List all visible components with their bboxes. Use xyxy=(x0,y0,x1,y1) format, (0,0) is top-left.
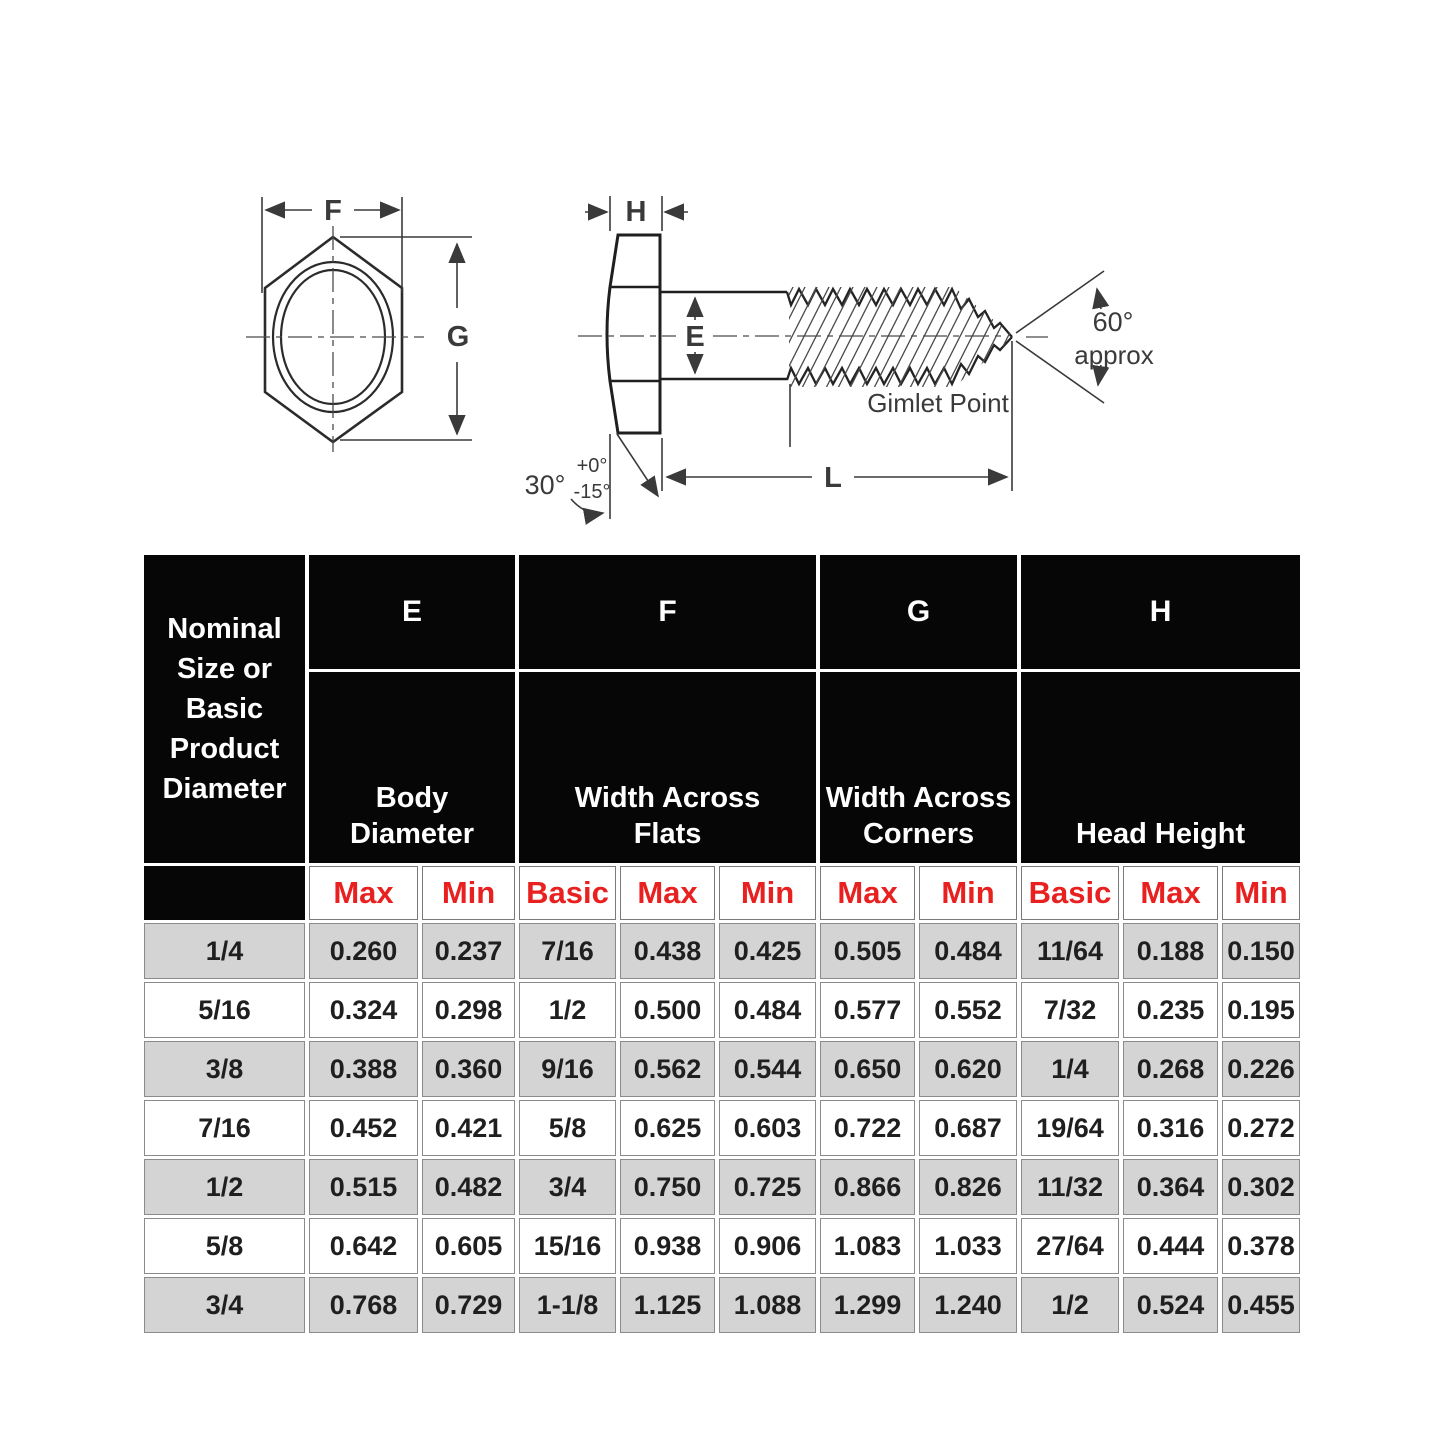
dim-label-l: L xyxy=(824,462,842,494)
table-cell: 0.421 xyxy=(422,1100,515,1156)
table-cell: 0.150 xyxy=(1222,923,1300,979)
subheader-f-min: Min xyxy=(719,866,816,920)
table-cell: 0.388 xyxy=(309,1041,418,1097)
table-cell: 0.298 xyxy=(422,982,515,1038)
table-cell: 0.620 xyxy=(919,1041,1017,1097)
table-cell: 1/4 xyxy=(1021,1041,1119,1097)
point-angle-label: 60° xyxy=(1092,307,1134,337)
subheader-f-max: Max xyxy=(620,866,715,920)
table-cell: 0.866 xyxy=(820,1159,915,1215)
corner-spacer-cell xyxy=(144,866,305,920)
table-cell: 0.484 xyxy=(719,982,816,1038)
table-cell: 0.455 xyxy=(1222,1277,1300,1333)
table-cell: 1.299 xyxy=(820,1277,915,1333)
table-cell: 5/16 xyxy=(144,982,305,1038)
table-cell: 0.505 xyxy=(820,923,915,979)
table-cell: 0.237 xyxy=(422,923,515,979)
col-group-g-name-text: Width Across Corners xyxy=(825,781,1012,850)
table-row xyxy=(144,982,1300,1038)
table-cell: 0.195 xyxy=(1222,982,1300,1038)
col-group-e-name-text: Body Diameter xyxy=(349,781,475,850)
subheader-e-min: Min xyxy=(422,866,515,920)
table-row xyxy=(144,1218,1300,1274)
table-cell: 11/64 xyxy=(1021,923,1119,979)
col-group-h-name xyxy=(1021,672,1300,863)
lag-screw-spec-table xyxy=(140,552,1304,1336)
table-cell: 0.188 xyxy=(1123,923,1218,979)
col-group-h-letter: H xyxy=(1021,555,1300,669)
col-group-g-letter: G xyxy=(820,555,1017,669)
table-cell: 0.938 xyxy=(620,1218,715,1274)
subheader-g-max: Max xyxy=(820,866,915,920)
group-name-row xyxy=(144,672,1300,863)
table-cell: 1-1/8 xyxy=(519,1277,616,1333)
dim-label-h: H xyxy=(625,196,647,228)
subheader-f-basic: Basic xyxy=(519,866,616,920)
col-group-f-name xyxy=(519,672,816,863)
table-cell: 0.452 xyxy=(309,1100,418,1156)
table-row xyxy=(144,1041,1300,1097)
table-cell: 3/4 xyxy=(144,1277,305,1333)
table-cell: 1.083 xyxy=(820,1218,915,1274)
table-cell: 0.226 xyxy=(1222,1041,1300,1097)
table-cell: 0.482 xyxy=(422,1159,515,1215)
table-cell: 0.444 xyxy=(1123,1218,1218,1274)
side-view-head xyxy=(607,235,660,433)
table-cell: 0.906 xyxy=(719,1218,816,1274)
hex-head-profile xyxy=(607,235,660,433)
table-cell: 0.750 xyxy=(620,1159,715,1215)
table-cell: 0.235 xyxy=(1123,982,1218,1038)
table-cell: 0.625 xyxy=(620,1100,715,1156)
table-cell: 1/2 xyxy=(144,1159,305,1215)
table-cell: 0.438 xyxy=(620,923,715,979)
table-cell: 0.687 xyxy=(919,1100,1017,1156)
subheader-row xyxy=(144,866,1300,920)
table-cell: 9/16 xyxy=(519,1041,616,1097)
table-cell: 0.768 xyxy=(309,1277,418,1333)
table-cell: 0.826 xyxy=(919,1159,1017,1215)
gimlet-point-label: Gimlet Point xyxy=(867,388,1009,418)
table-cell: 0.484 xyxy=(919,923,1017,979)
subheader-h-min: Min xyxy=(1222,866,1300,920)
table-cell: 1.033 xyxy=(919,1218,1017,1274)
side-view-centerline xyxy=(578,336,1048,337)
table-cell: 0.302 xyxy=(1222,1159,1300,1215)
col-group-e-name xyxy=(309,672,515,863)
table-cell: 7/16 xyxy=(144,1100,305,1156)
table-cell: 0.642 xyxy=(309,1218,418,1274)
table-cell: 0.378 xyxy=(1222,1218,1300,1274)
subheader-h-max: Max xyxy=(1123,866,1218,920)
table-row xyxy=(144,923,1300,979)
table-cell: 0.722 xyxy=(820,1100,915,1156)
col-group-f-name-text: Width Across Flats xyxy=(574,781,761,850)
table-cell: 0.360 xyxy=(422,1041,515,1097)
table-cell: 15/16 xyxy=(519,1218,616,1274)
table-cell: 0.324 xyxy=(309,982,418,1038)
table-cell: 5/8 xyxy=(144,1218,305,1274)
table-row xyxy=(144,1277,1300,1333)
corner-header-text: Nominal Size or Basic Product Diameter xyxy=(162,612,287,806)
lag-screw-dimension-diagram xyxy=(0,0,1445,552)
col-group-g-name xyxy=(820,672,1017,863)
table-cell: 0.605 xyxy=(422,1218,515,1274)
table-cell: 27/64 xyxy=(1021,1218,1119,1274)
table-cell: 11/32 xyxy=(1021,1159,1119,1215)
col-group-f-letter: F xyxy=(519,555,816,669)
table-row xyxy=(144,1159,1300,1215)
table-cell: 0.515 xyxy=(309,1159,418,1215)
table-cell: 0.552 xyxy=(919,982,1017,1038)
table-cell: 1/4 xyxy=(144,923,305,979)
table-cell: 1.240 xyxy=(919,1277,1017,1333)
table-cell: 0.577 xyxy=(820,982,915,1038)
table-cell: 0.729 xyxy=(422,1277,515,1333)
table-cell: 0.260 xyxy=(309,923,418,979)
table-cell: 0.425 xyxy=(719,923,816,979)
dim-label-f: F xyxy=(324,195,342,227)
table-cell: 7/32 xyxy=(1021,982,1119,1038)
table-cell: 7/16 xyxy=(519,923,616,979)
subheader-g-min: Min xyxy=(919,866,1017,920)
table-cell: 0.725 xyxy=(719,1159,816,1215)
table-cell: 3/8 xyxy=(144,1041,305,1097)
subheader-h-basic: Basic xyxy=(1021,866,1119,920)
col-group-h-name-text: Head Height xyxy=(1075,817,1246,850)
group-letter-row xyxy=(144,555,1300,669)
col-group-e-letter: E xyxy=(309,555,515,669)
corner-header-cell xyxy=(144,555,305,863)
table-cell: 0.316 xyxy=(1123,1100,1218,1156)
table-row xyxy=(144,1100,1300,1156)
dim-label-g: G xyxy=(446,321,470,353)
subheader-e-max: Max xyxy=(309,866,418,920)
table-cell: 0.268 xyxy=(1123,1041,1218,1097)
table-cell: 0.364 xyxy=(1123,1159,1218,1215)
table-cell: 3/4 xyxy=(519,1159,616,1215)
chamfer-tolerance-minus: -15° xyxy=(573,481,611,503)
table-cell: 1.088 xyxy=(719,1277,816,1333)
table-cell: 0.650 xyxy=(820,1041,915,1097)
table-cell: 0.272 xyxy=(1222,1100,1300,1156)
table-cell: 0.544 xyxy=(719,1041,816,1097)
table-cell: 0.524 xyxy=(1123,1277,1218,1333)
table-cell: 19/64 xyxy=(1021,1100,1119,1156)
chamfer-angle-label: 30° xyxy=(524,470,566,500)
table-cell: 0.500 xyxy=(620,982,715,1038)
table-cell: 1/2 xyxy=(519,982,616,1038)
table-cell: 0.562 xyxy=(620,1041,715,1097)
table-cell: 1.125 xyxy=(620,1277,715,1333)
dim-label-e: E xyxy=(685,321,705,353)
table-cell: 0.603 xyxy=(719,1100,816,1156)
point-angle-note: approx xyxy=(1074,340,1154,370)
chamfer-tolerance-plus: +0° xyxy=(576,455,608,477)
table-cell: 1/2 xyxy=(1021,1277,1119,1333)
table-cell: 5/8 xyxy=(519,1100,616,1156)
thread-hatching xyxy=(740,283,1047,392)
